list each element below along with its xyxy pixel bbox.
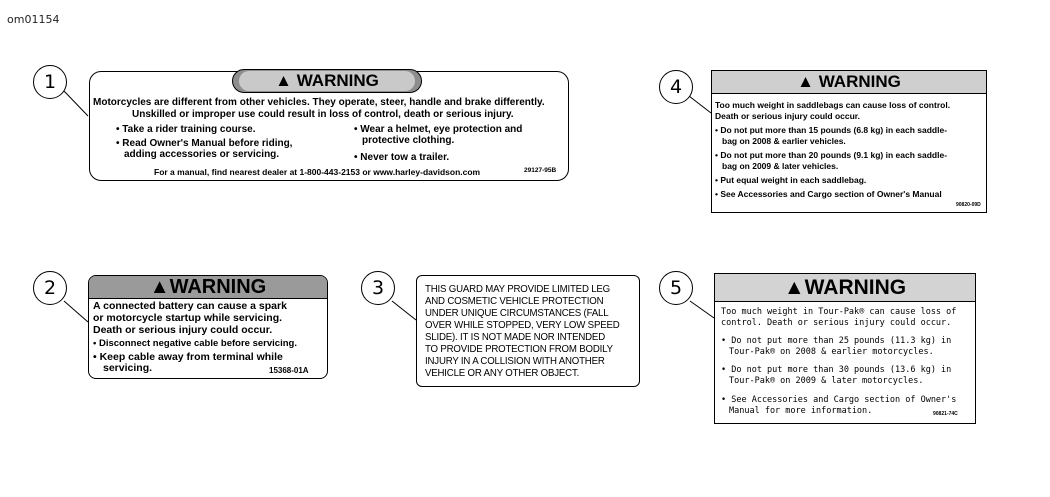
figure-id: om01154 <box>7 13 60 26</box>
label-bullet: • Never tow a trailer. <box>354 152 450 163</box>
label-bullet: • Keep cable away from terminal while <box>93 351 283 363</box>
label-bullet: Tour-Pak® on 2009 & later motorcycles. <box>729 376 924 386</box>
part-number: 15368-01A <box>269 366 309 375</box>
warning-title: WARNING <box>296 71 379 90</box>
warning-triangle-icon: ▲ <box>797 72 814 91</box>
warning-title: WARNING <box>818 72 901 91</box>
warning-title: WARNING <box>169 276 267 298</box>
label-bullet: • Do not put more than 20 pounds (9.1 kg) in each saddle- <box>715 150 948 160</box>
label-bullet: • Read Owner's Manual before riding, <box>116 138 293 149</box>
label-text: control. Death or serious injury could occur. <box>721 318 952 328</box>
callout-3: 3 <box>361 271 395 305</box>
label-bullet: • Take a rider training course. <box>116 124 256 135</box>
label-bullet: servicing. <box>103 362 153 374</box>
label-text: INJURY IN A COLLISION WITH ANOTHER <box>425 355 605 367</box>
warning-label-2 <box>88 275 328 379</box>
label-text: or motorcycle startup while servicing. <box>93 312 283 324</box>
warning-triangle-icon: ▲ <box>149 276 170 298</box>
part-number: 29127-95B <box>524 167 557 174</box>
label-text: Death or serious injury could occur. <box>93 324 273 336</box>
label-bullet: • Put equal weight in each saddlebag. <box>715 175 867 185</box>
label-text: Too much weight in Tour-Pak® can cause loss of <box>721 307 957 317</box>
part-number: 90820-09D <box>956 202 981 208</box>
warning-title: WARNING <box>804 276 907 299</box>
warning-label-4 <box>711 70 987 213</box>
label-bullet: protective clothing. <box>362 135 455 146</box>
warning-triangle-icon: ▲ <box>783 276 805 299</box>
label-bullet: adding accessories or servicing. <box>124 149 280 160</box>
label-text: THIS GUARD MAY PROVIDE LIMITED LEG <box>425 283 611 295</box>
label-text: Too much weight in saddlebags can cause loss of control. <box>715 100 951 110</box>
warning-triangle-icon: ▲ <box>275 71 292 90</box>
label-bullet: bag on 2008 & earlier vehicles. <box>722 136 846 146</box>
label-text: Death or serious injury could occur. <box>715 111 861 121</box>
label-text: OVER WHILE STOPPED, VERY LOW SPEED <box>425 319 620 331</box>
callout-1: 1 <box>33 65 67 99</box>
warning-banner <box>712 71 986 94</box>
label-bullet: • See Accessories and Cargo section of Owner's <box>721 395 957 405</box>
label-text: Unskilled or improper use could result in loss of control, death or serious injury. <box>132 109 514 120</box>
callout-2: 2 <box>33 271 67 305</box>
label-footer: For a manual, find nearest dealer at 1-800-443-2153 or www.harley-davidson.com <box>154 167 481 177</box>
callout-4: 4 <box>659 70 693 104</box>
label-bullet: • See Accessories and Cargo section of Owner's Manual <box>715 189 942 199</box>
warning-banner <box>89 276 327 299</box>
label-bullet: • Do not put more than 30 pounds (13.6 kg) in <box>721 365 952 375</box>
label-bullet: • Do not put more than 25 pounds (11.3 kg) in <box>721 336 952 346</box>
part-number: 90821-74C <box>933 411 958 417</box>
label-bullet: • Disconnect negative cable before servicing. <box>93 338 297 349</box>
label-bullet: Manual for more information. <box>729 406 873 416</box>
warning-label-1 <box>89 71 569 181</box>
label-text: A connected battery can cause a spark <box>93 300 287 312</box>
guard-label-3 <box>416 275 640 387</box>
label-text: TO PROVIDE PROTECTION FROM BODILY <box>425 343 613 355</box>
label-text: UNDER UNIQUE CIRCUMSTANCES (FALL <box>425 307 609 319</box>
label-text: AND COSMETIC VEHICLE PROTECTION <box>425 295 604 307</box>
warning-banner <box>715 274 975 302</box>
label-bullet: bag on 2009 & later vehicles. <box>722 161 839 171</box>
label-bullet: Tour-Pak® on 2008 & earlier motorcycles. <box>729 347 934 357</box>
label-text: VEHICLE OR ANY OTHER OBJECT. <box>425 367 580 379</box>
label-bullet: • Wear a helmet, eye protection and <box>354 124 523 135</box>
warning-label-5 <box>714 273 976 424</box>
callout-5: 5 <box>659 271 693 305</box>
warning-banner <box>232 69 422 93</box>
label-text: SLIDE). IT IS NOT MADE NOR INTENDED <box>425 331 605 343</box>
label-bullet: • Do not put more than 15 pounds (6.8 kg) in each saddle- <box>715 125 948 135</box>
label-text: Motorcycles are different from other vehicles. They operate, steer, handle and brake differently. <box>93 97 545 108</box>
